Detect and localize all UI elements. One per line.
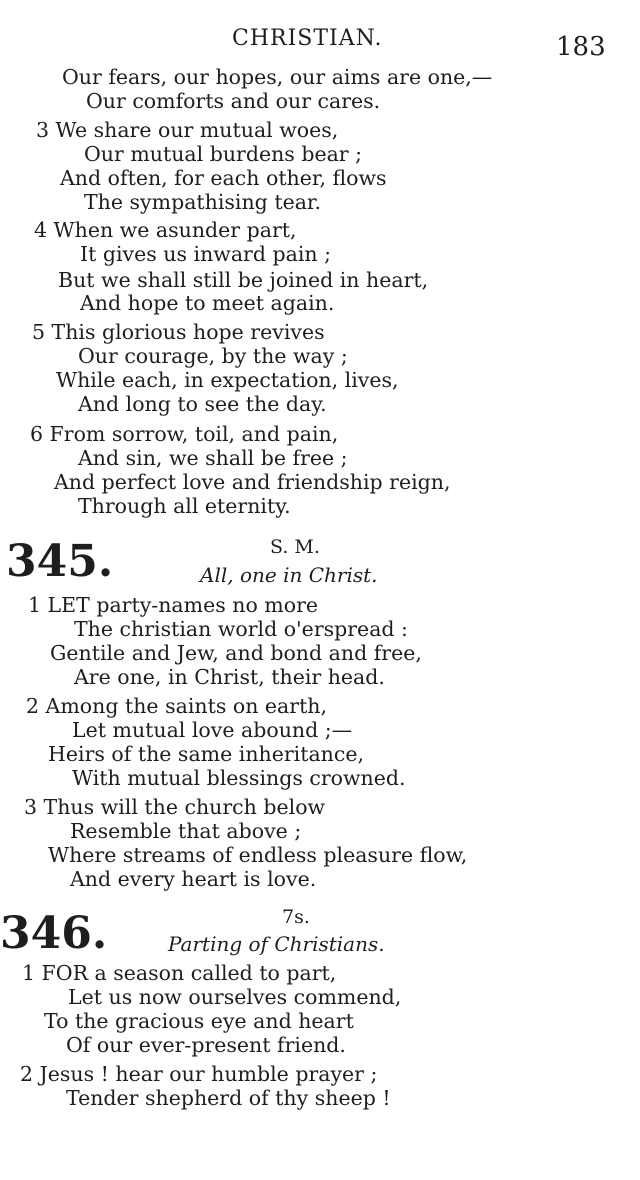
verse-line: And every heart is love. (70, 867, 317, 891)
verse-line: 2 Among the saints on earth, (26, 694, 328, 718)
verse-line: 1 LET party-names no more (28, 593, 319, 617)
verse-line: 1 FOR a season called to part, (22, 961, 337, 985)
verse-line: The sympathising tear. (84, 190, 321, 214)
verse-line: Let mutual love abound ;— (72, 718, 353, 742)
verse-line: Let us now ourselves commend, (68, 985, 402, 1009)
verse-line: 5 This glorious hope revives (32, 320, 325, 344)
verse-line: 4 When we asunder part, (34, 218, 297, 242)
verse-line: 3 Thus will the church below (24, 795, 326, 819)
verse-line: Our fears, our hopes, our aims are one,— (62, 65, 493, 89)
hymn-subtitle: Parting of Christians. (168, 932, 385, 956)
verse-line: Our courage, by the way ; (78, 344, 348, 368)
hymn-meter: S. M. (270, 536, 320, 558)
verse-line: It gives us inward pain ; (80, 242, 332, 266)
verse-line: Of our ever-present friend. (66, 1033, 346, 1057)
hymn-subtitle: All, one in Christ. (200, 563, 378, 587)
hymn-meter: 7s. (282, 906, 310, 928)
verse-line: Gentile and Jew, and bond and free, (50, 641, 422, 665)
verse-line: Through all eternity. (78, 494, 291, 518)
verse-line: 2 Jesus ! hear our humble prayer ; (20, 1062, 378, 1086)
verse-line: And perfect love and friendship reign, (54, 470, 451, 494)
verse-line: And often, for each other, flows (60, 166, 387, 190)
hymn-number: 345. (6, 536, 114, 587)
verse-line: But we shall still be joined in heart, (58, 268, 429, 292)
verse-line: 6 From sorrow, toil, and pain, (30, 422, 339, 446)
verse-line: And sin, we shall be free ; (78, 446, 348, 470)
verse-line: While each, in expectation, lives, (56, 368, 399, 392)
hymn-number: 346. (0, 908, 108, 959)
verse-line: And hope to meet again. (80, 291, 335, 315)
verse-line: Heirs of the same inheritance, (48, 742, 365, 766)
verse-line: Our comforts and our cares. (86, 89, 381, 113)
verse-line: And long to see the day. (78, 392, 327, 416)
verse-line: 3 We share our mutual woes, (36, 118, 339, 142)
verse-line: Our mutual burdens bear ; (84, 142, 363, 166)
verse-line: With mutual blessings crowned. (72, 766, 406, 790)
running-header: CHRISTIAN. (232, 26, 383, 51)
verse-line: Are one, in Christ, their head. (74, 665, 385, 689)
verse-line: Tender shepherd of thy sheep ! (66, 1086, 391, 1110)
verse-line: To the gracious eye and heart (44, 1009, 354, 1033)
verse-line: Where streams of endless pleasure flow, (48, 843, 468, 867)
verse-line: Resemble that above ; (70, 819, 302, 843)
page-number: 183 (556, 32, 606, 62)
verse-line: The christian world o'erspread : (74, 617, 408, 641)
